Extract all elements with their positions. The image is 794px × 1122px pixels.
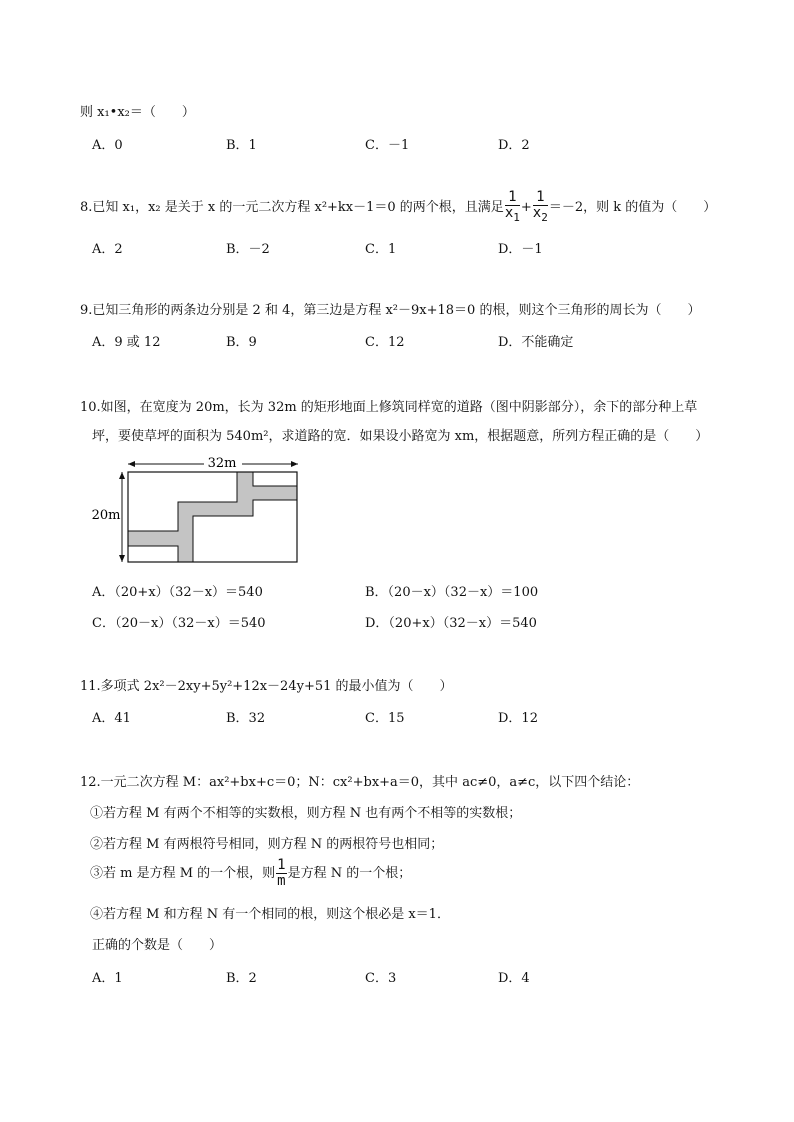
- q8-frac1-num: 1: [505, 190, 520, 206]
- q12-s3-fraction: [276, 858, 286, 889]
- q10-road-figure: [86, 452, 311, 572]
- q10-stem-line1: 10.如图，在宽度为 20m，长为 32m 的矩形地面上修筑同样宽的道路（图中阴影部分），余下的部分种上草: [80, 400, 698, 415]
- road-shaded-region: [128, 472, 297, 562]
- q8-stem-post: ＝－2，则 k 的值为（ ）: [548, 199, 717, 215]
- q9-stem: 9.已知三角形的两条边分别是 2 和 4，第三边是方程 x²－9x+18＝0 的根，则这个三角形的周长为（ ）: [80, 303, 701, 318]
- q7-option-a: A．0: [92, 138, 123, 153]
- q7-stem: 则 x₁•x₂＝（ ）: [80, 105, 195, 120]
- width-arrow-left: [128, 461, 135, 467]
- q8-frac1-sub: 1: [513, 210, 520, 224]
- q11-option-c: C．15: [365, 711, 405, 726]
- q9-options: [92, 331, 732, 351]
- q11-option-a: A．41: [92, 711, 131, 726]
- q10-option-a: A．（20+x）（32－x）＝540: [92, 585, 263, 600]
- q12-s3-pre: ③若 m 是方程 M 的一个根，则: [90, 866, 276, 881]
- q9-option-a: A．9 或 12: [92, 335, 161, 350]
- q8-frac2-sub: 2: [541, 210, 548, 224]
- q10-option-c: C．（20－x）（32－x）＝540: [92, 616, 266, 631]
- q8-frac2-den: x: [532, 205, 542, 221]
- q12-statement-1: ①若方程 M 有两个不相等的实数根，则方程 N 也有两个不相等的实数根；: [90, 806, 522, 821]
- q12-option-b: B．2: [226, 971, 257, 986]
- q12-statement-4: ④若方程 M 和方程 N 有一个相同的根，则这个根必是 x＝1．: [90, 907, 450, 922]
- q12-option-c: C．3: [365, 971, 397, 986]
- q10-stem-line2: 坪，要使草坪的面积为 540m²，求道路的宽．如果设小路宽为 xm，根据题意，所列方程正确的是（ ）: [92, 429, 709, 444]
- q11-option-b: B．32: [226, 711, 266, 726]
- q12-option-d: D．4: [498, 971, 530, 986]
- q11-option-d: D．12: [498, 711, 538, 726]
- height-label: 20m: [91, 508, 121, 523]
- q12-s3-den: m: [277, 873, 286, 889]
- width-label: 32m: [207, 456, 237, 471]
- q12-statement-2: ②若方程 M 有两根符号相同，则方程 N 的两根符号也相同；: [90, 837, 444, 852]
- q8-stem: [80, 190, 716, 225]
- q8-option-a: A．2: [92, 242, 123, 257]
- q8-plus: +: [520, 199, 532, 215]
- q8-frac2-num: 1: [533, 190, 548, 206]
- q8-options: [92, 238, 732, 258]
- q10-options-row2: [92, 612, 732, 632]
- q12-option-a: A．1: [92, 971, 123, 986]
- q8-fraction-2: [533, 190, 548, 225]
- q7-option-c: C．－1: [365, 138, 410, 153]
- q7-option-b: B．1: [226, 138, 257, 153]
- q8-frac1-den: x: [504, 205, 514, 221]
- height-arrow-bottom: [119, 555, 125, 562]
- q11-stem: 11.多项式 2x²－2xy+5y²+12x－24y+51 的最小值为（ ）: [80, 679, 453, 694]
- q8-option-c: C．1: [365, 242, 397, 257]
- q12-statement-3: [90, 858, 411, 889]
- q10-option-d: D．（20+x）（32－x）＝540: [365, 616, 537, 631]
- q11-options: [92, 707, 732, 727]
- q12-stem: 12.一元二次方程 M：ax²+bx+c＝0；N：cx²+bx+a＝0，其中 ac≠0，a≠c，以下四个结论：: [80, 775, 640, 790]
- q10-options-row1: [92, 581, 732, 601]
- q12-options: [92, 967, 732, 987]
- q10-option-b: B．（20－x）（32－x）＝100: [365, 585, 539, 600]
- q12-s3-post: 是方程 N 的一个根；: [287, 866, 412, 881]
- q8-stem-pre: 8.已知 x₁，x₂ 是关于 x 的一元二次方程 x²+kx－1＝0 的两个根，且满足: [80, 199, 504, 215]
- q8-fraction-1: [505, 190, 520, 225]
- q9-option-b: B．9: [226, 335, 257, 350]
- q7-option-d: D．2: [498, 138, 530, 153]
- q12-s3-num: 1: [277, 857, 286, 873]
- width-arrow-right: [291, 461, 298, 467]
- q9-option-d: D．不能确定: [498, 335, 574, 350]
- q8-option-b: B．－2: [226, 242, 270, 257]
- q7-options: [92, 134, 732, 154]
- q8-option-d: D．－1: [498, 242, 543, 257]
- q12-ask: 正确的个数是（ ）: [92, 938, 223, 953]
- height-arrow-top: [119, 472, 125, 479]
- q9-option-c: C．12: [365, 335, 405, 350]
